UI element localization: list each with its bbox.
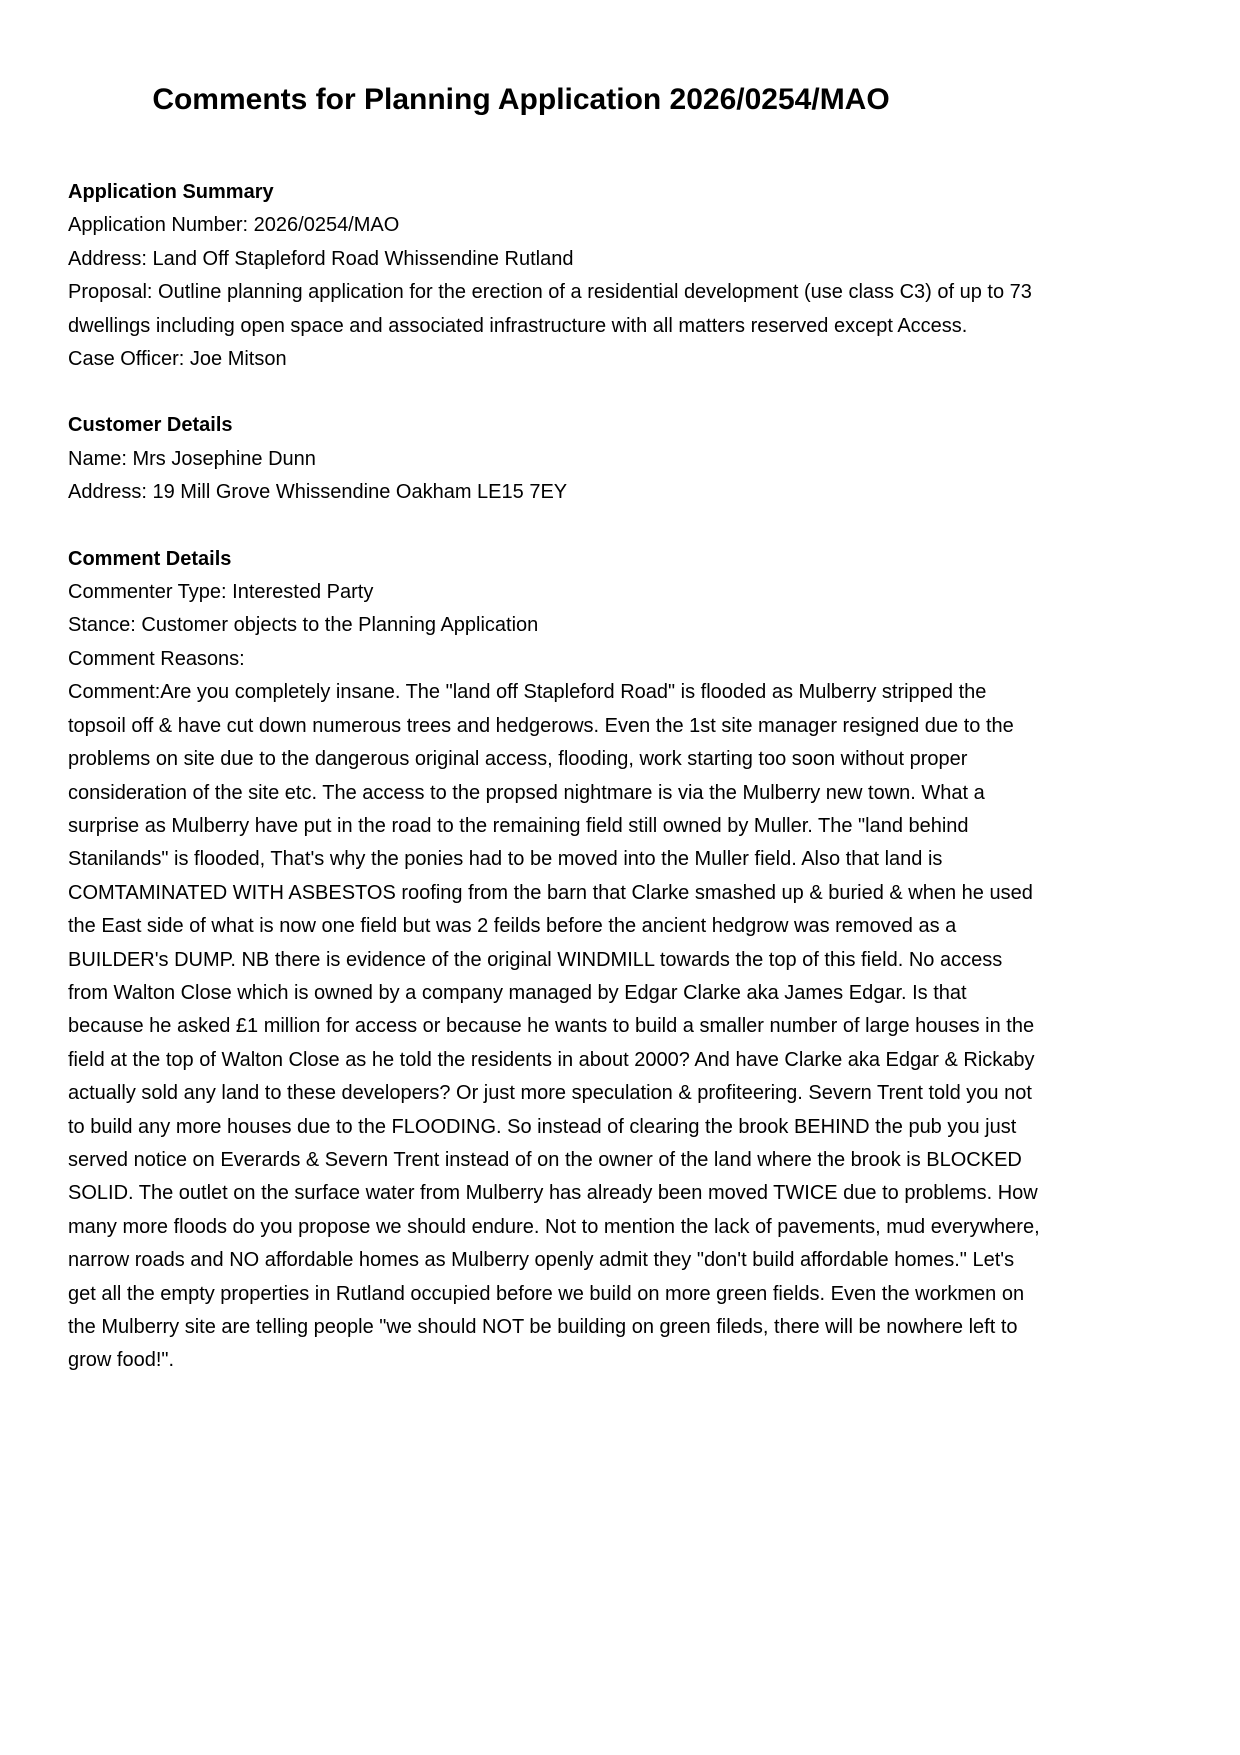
comment-reasons-line: Comment Reasons: [68,647,245,670]
application-proposal-line: Proposal: Outline planning application for the erection of a residential development (use class C3) of up to 73 dwellings including open space and associated infrastructure with all matters reserved except Access. [68,281,1032,337]
application-number-line: Application Number: 2026/0254/MAO [68,214,400,237]
comment-body: Comment:Are you completely insane. The "land off Stapleford Road" is flooded as Mulberry stripped the topsoil off & have cut down numerous trees and hedgerows. Even the 1st site manager resigned due to the problems on site due to the dangerous original access, flooding, work starting too soon without proper consideration of the site etc. The access to the propsed nightmare is via the Mulberry new town. What a surprise as Mulberry have put in the road to the remaining field still owned by Muller. The "land behind Stanilands" is flooded, That's why the ponies had to be moved into the Muller field. Also that land is COMTAMINATED WITH ASBESTOS roofing from the barn that Clarke smashed up & buried & when he used the East side of what is now one field but was 2 feilds before the ancient hedgrow was removed as a BUILDER's DUMP. NB there is evidence of the original WINDMILL towards the top of this field. No access from Walton Close which is owned by a company managed by Edgar Clarke aka James Edgar. Is that because he asked £1 million for access or because he wants to build a smaller number of large houses in the field at the top of Walton Close as he told the residents in about 2000? And have Clarke aka Edgar & Rickaby actually sold any land to these developers? Or just more speculation & profiteering. Severn Trent told you not to build any more houses due to the FLOODING. So instead of clearing the brook BEHIND the pub you just served notice on Everards & Severn Trent instead of on the owner of the land where the brook is BLOCKED SOLID. The outlet on the surface water from Mulberry has already been moved TWICE due to problems. How many more floods do you propose we should endure. Not to mention the lack of pavements, mud everywhere, narrow roads and NO affordable homes as Mulberry openly admit they "don't build affordable homes." Let's get all the empty properties in Rutland occupied before we build on more green fields. Even the workmen on the Mulberry site are telling people "we should NOT be building on green fileds, there will be nowhere left to grow food!". [68,681,1040,1372]
customer-name-line: Name: Mrs Josephine Dunn [68,447,316,470]
section-comment-details [68,543,1040,1378]
customer-address-line: Address: 19 Mill Grove Whissendine Oakham LE15 7EY [68,481,568,504]
customer-details-heading: Customer Details [68,414,233,437]
application-summary-heading: Application Summary [68,181,274,203]
commenter-type-line: Commenter Type: Interested Party [68,581,374,604]
section-application-summary [68,176,1040,376]
comment-details-heading: Comment Details [68,547,232,570]
stance-line: Stance: Customer objects to the Planning Application [68,614,539,637]
section-customer-details [68,409,1040,509]
case-officer-line: Case Officer: Joe Mitson [68,348,287,371]
page-title: Comments for Planning Application 2026/0254/MAO [152,83,890,116]
application-address-line: Address: Land Off Stapleford Road Whissendine Rutland [68,247,574,270]
